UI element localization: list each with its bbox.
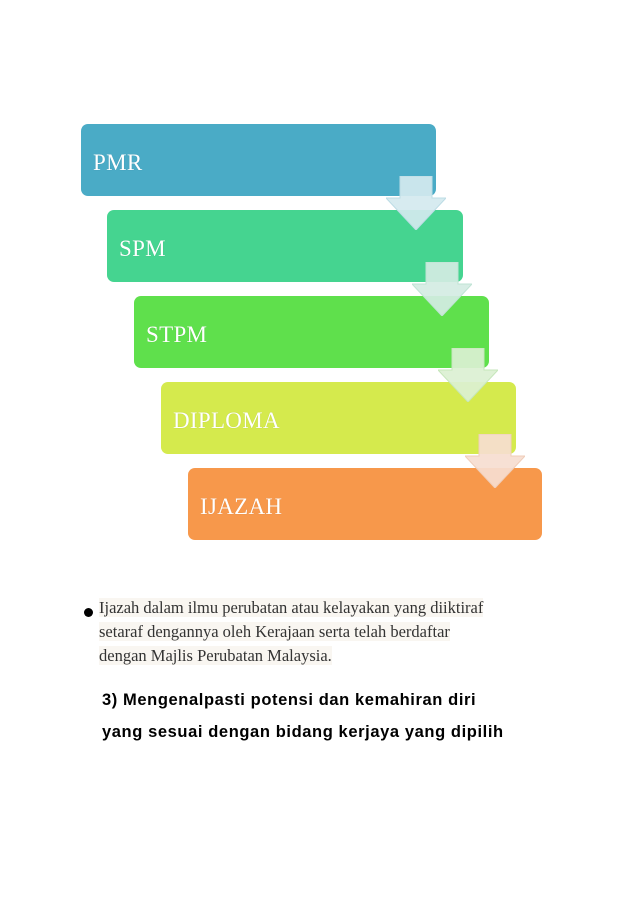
heading-line: 3) Mengenalpasti potensi dan kemahiran diri	[102, 691, 477, 709]
step-label: PMR	[93, 150, 143, 175]
step-label: SPM	[119, 236, 166, 261]
heading-line: yang sesuai dengan bidang kerjaya yang dipilih	[102, 723, 504, 741]
step-label: STPM	[146, 322, 208, 347]
step-label: DIPLOMA	[173, 408, 280, 433]
bullet-icon	[84, 608, 93, 617]
bullet-line-text: dengan Majlis Perubatan Malaysia.	[99, 646, 332, 665]
bullet-line-text: setaraf dengannya oleh Kerajaan serta telah berdaftar	[99, 622, 450, 641]
section-heading	[102, 684, 572, 748]
bullet-line	[99, 596, 577, 620]
down-arrow-icon	[465, 434, 525, 488]
bullet-text	[99, 596, 577, 668]
bullet-line-text: Ijazah dalam ilmu perubatan atau kelayakan yang diiktiraf	[99, 598, 484, 617]
step-pmr	[81, 124, 436, 196]
step-label: IJAZAH	[200, 494, 283, 519]
down-arrow-icon	[386, 176, 446, 230]
bullet-line	[99, 644, 577, 668]
down-arrow-icon	[412, 262, 472, 316]
bullet-line	[99, 620, 577, 644]
down-arrow-icon	[438, 348, 498, 402]
